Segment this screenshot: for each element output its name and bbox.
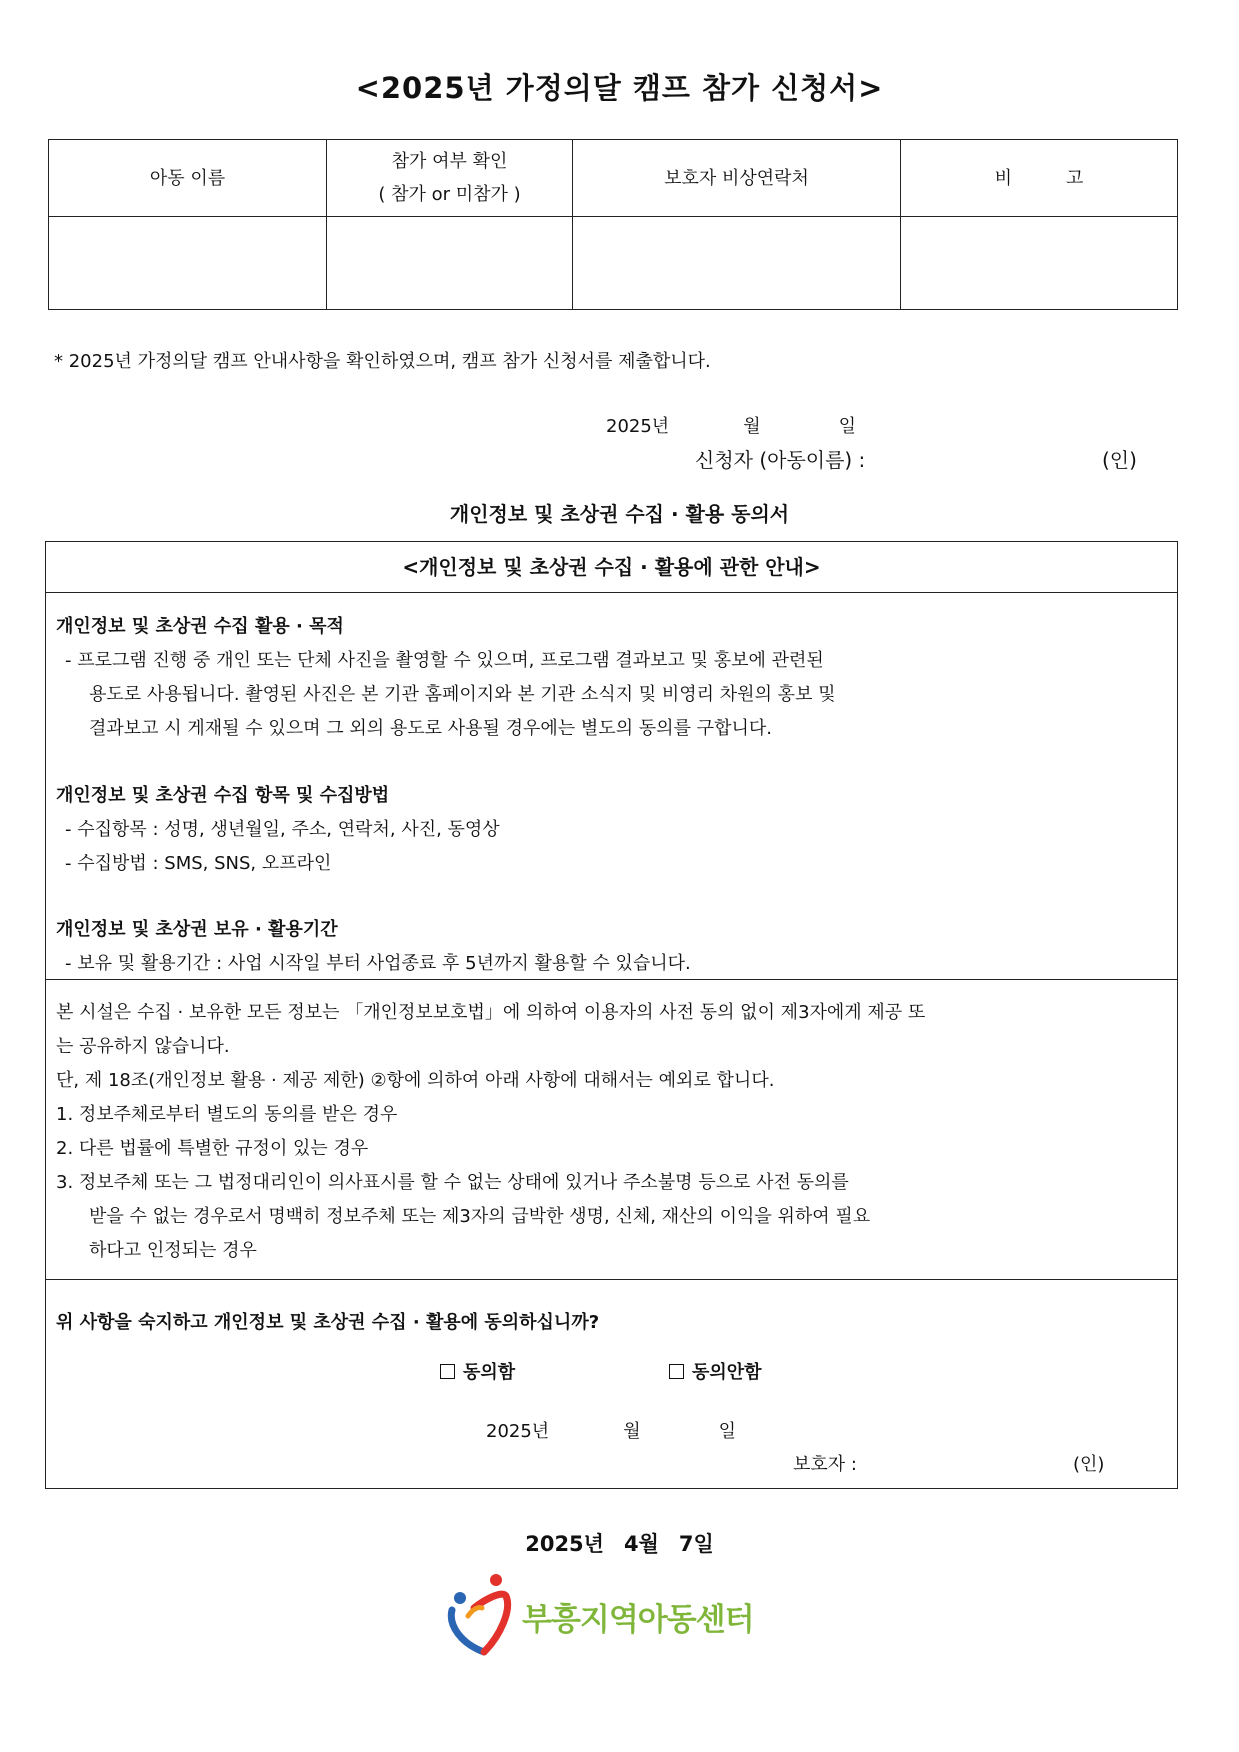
section-line: - 수집방법 : SMS, SNS, 오프라인: [65, 853, 332, 874]
child-name-cell[interactable]: [49, 217, 327, 310]
guardian-seal: (인): [1073, 1454, 1105, 1475]
consent-law-section: [46, 980, 1177, 1280]
consent-box: [45, 541, 1178, 1489]
confirmation-note: * 2025년 가정의달 캠프 안내사항을 확인하였으며, 캠프 참가 신청서를 제출합니다.: [54, 351, 711, 372]
application-date: 2025년 월 일: [606, 416, 856, 437]
heart-figures-logo-icon: [444, 1570, 524, 1660]
law-line: 는 공유하지 않습니다.: [56, 1036, 230, 1057]
section-heading: 개인정보 및 초상권 보유 · 활용기간: [56, 919, 338, 940]
applicant-seal: (인): [1102, 448, 1137, 472]
application-table-header-row: [49, 140, 1178, 217]
document-title: <2025년 가정의달 캠프 참가 신청서>: [355, 71, 884, 105]
header-child-name: 아동 이름: [49, 140, 327, 217]
header-guardian-contact: 보호자 비상연락처: [573, 140, 901, 217]
consent-info-section: [46, 593, 1177, 980]
participation-cell[interactable]: [327, 217, 573, 310]
law-line: 2. 다른 법률에 특별한 규정이 있는 경우: [56, 1138, 369, 1159]
section-line: 결과보고 시 게재될 수 있으며 그 외의 용도로 사용될 경우에는 별도의 동의를 구합니다.: [89, 718, 772, 739]
application-table-input-row: [49, 217, 1178, 310]
header-remarks: 비 고: [901, 140, 1178, 217]
logo-text: 부흥지역아동센터: [522, 1602, 754, 1638]
law-line: 하다고 인정되는 경우: [89, 1240, 257, 1261]
law-line: 단, 제 18조(개인정보 활용 · 제공 제한) ②항에 의하여 아래 사항에 대해서는 예외로 합니다.: [56, 1070, 775, 1091]
guardian-contact-cell[interactable]: [573, 217, 901, 310]
agree-option[interactable]: 동의함: [440, 1358, 515, 1384]
header-participation: 참가 여부 확인 ( 참가 or 미참가 ): [327, 140, 573, 217]
consent-title: 개인정보 및 초상권 수집 · 활용 동의서: [449, 502, 790, 526]
agree-checkbox[interactable]: [440, 1364, 455, 1379]
application-table: [48, 139, 1178, 310]
law-line: 3. 정보주체 또는 그 법정대리인이 의사표시를 할 수 없는 상태에 있거나 주소불명 등으로 사전 동의를: [56, 1172, 849, 1193]
section-line: - 보유 및 활용기간 : 사업 시작일 부터 사업종료 후 5년까지 활용할 수 있습니다.: [65, 953, 691, 974]
disagree-option[interactable]: 동의안함: [669, 1358, 762, 1384]
remarks-cell[interactable]: [901, 217, 1178, 310]
consent-box-title: <개인정보 및 초상권 수집 · 활용에 관한 안내>: [46, 542, 1177, 593]
consent-question: 위 사항을 숙지하고 개인정보 및 초상권 수집 · 활용에 동의하십니까?: [56, 1312, 600, 1333]
disagree-checkbox[interactable]: [669, 1364, 684, 1379]
section-heading: 개인정보 및 초상권 수집 활용 · 목적: [56, 616, 344, 637]
law-line: 받을 수 없는 경우로서 명백히 정보주체 또는 제3자의 급박한 생명, 신체, 재산의 이익을 위하여 필요: [89, 1206, 871, 1227]
section-line: - 프로그램 진행 중 개인 또는 단체 사진을 촬영할 수 있으며, 프로그램 결과보고 및 홍보에 관련된: [65, 650, 824, 671]
footer-date: 2025년 4월 7일: [525, 1532, 714, 1556]
center-logo: [444, 1570, 764, 1660]
law-line: 1. 정보주체로부터 별도의 동의를 받은 경우: [56, 1104, 398, 1125]
section-line: 용도로 사용됩니다. 촬영된 사진은 본 기관 홈페이지와 본 기관 소식지 및 비영리 차원의 홍보 및: [89, 684, 836, 705]
section-line: - 수집항목 : 성명, 생년월일, 주소, 연락처, 사진, 동영상: [65, 819, 500, 840]
consent-date: 2025년 월 일: [486, 1421, 736, 1442]
guardian-label: 보호자 :: [793, 1454, 857, 1475]
applicant-label: 신청자 (아동이름) :: [695, 448, 866, 472]
consent-agree-section: [46, 1280, 1177, 1490]
law-line: 본 시설은 수집 · 보유한 모든 정보는 「개인정보보호법」에 의하여 이용자의 사전 동의 없이 제3자에게 제공 또: [56, 1002, 926, 1023]
section-heading: 개인정보 및 초상권 수집 항목 및 수집방법: [56, 785, 390, 806]
